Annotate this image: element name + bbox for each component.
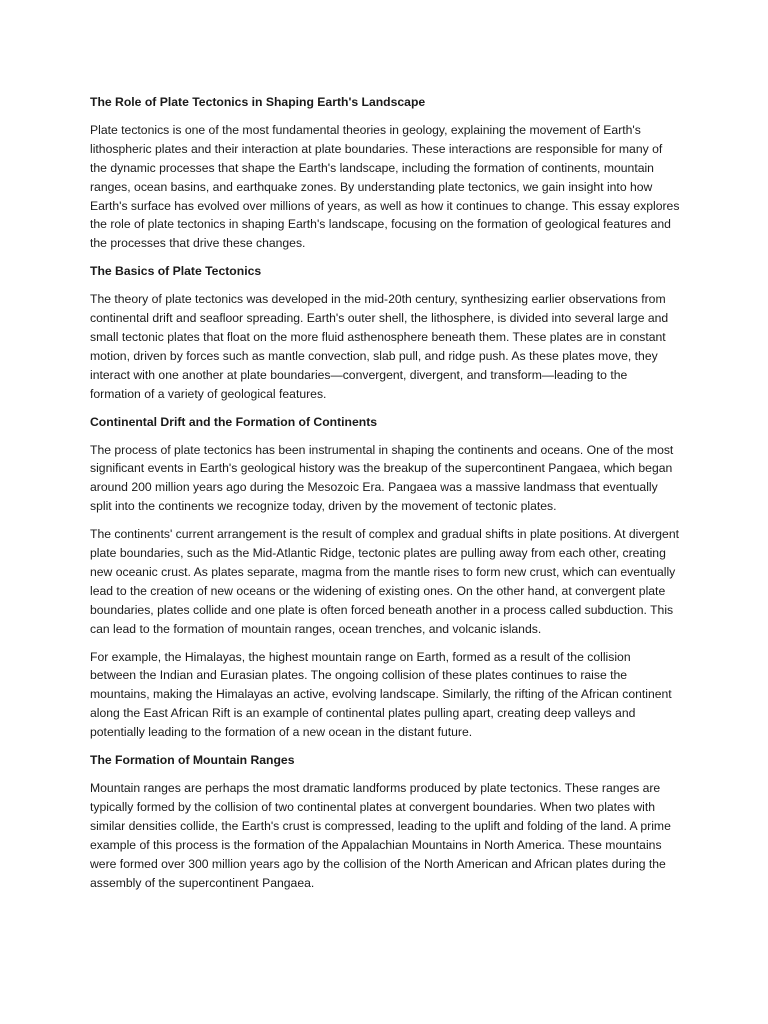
paragraph: Plate tectonics is one of the most fundamental theories in geology, explaining the movement of Earth's lithospheric plates and their interaction at plate boundaries. These interactions are responsible for many of the dynamic processes that shape the Earth's landscape, including the formation of continents, mountain ranges, ocean basins, and earthquake zones. By understanding plate tectonics, we gain insight into how Earth's surface has evolved over millions of years, as well as how it continues to change. This essay explores the role of plate tectonics in shaping Earth's landscape, focusing on the formation of geological features and the processes that drive these changes. (90, 122, 680, 251)
document-title: The Role of Plate Tectonics in Shaping Earth's Landscape (90, 95, 426, 109)
paragraph: The continents' current arrangement is the result of complex and gradual shifts in plate positions. At divergent plate boundaries, such as the Mid-Atlantic Ridge, tectonic plates are pulling away from each other, creating new oceanic crust. As plates separate, magma from the mantle rises to form new crust, which can eventually lead to the creation of new oceans or the widening of existing ones. On the other hand, at convergent plate boundaries, plates collide and one plate is often forced beneath another in a process called subduction. This can lead to the formation of mountain ranges, ocean trenches, and volcanic islands. (90, 527, 680, 636)
paragraph: Mountain ranges are perhaps the most dramatic landforms produced by plate tectonics. These ranges are typically formed by the collision of two continental plates at convergent boundaries. When two plates with similar densities collide, the Earth's crust is compressed, leading to the uplift and folding of the land. A prime example of this process is the formation of the Appalachian Mountains in North America. These mountains were formed over 300 million years ago by the collision of the North American and African plates during the assembly of the supercontinent Pangaea. (90, 781, 671, 890)
section-heading: The Basics of Plate Tectonics (90, 264, 262, 279)
paragraph: The theory of plate tectonics was developed in the mid-20th century, synthesizing earlier observations from continental drift and seafloor spreading. Earth's outer shell, the lithosphere, is divided into several large and small tectonic plates that float on the more fluid asthenosphere beneath them. These plates are in constant motion, driven by forces such as mantle convection, slab pull, and ridge push. As these plates move, they interact with one another at plate boundaries—convergent, divergent, and transform—leading to the formation of a variety of geological features. (90, 292, 669, 401)
section-heading: The Formation of Mountain Ranges (90, 753, 295, 768)
section-continental-drift (90, 413, 680, 743)
section-introduction (90, 121, 680, 253)
section-heading: Continental Drift and the Formation of Continents (90, 414, 378, 429)
paragraph: The process of plate tectonics has been instrumental in shaping the continents and oceans. One of the most significant events in Earth's geological history was the breakup of the supercontinent Pangaea, which began around 200 million years ago during the Mesozoic Era. Pangaea was a massive landmass that eventually split into the continents we recognize today, driven by the movement of tectonic plates. (90, 442, 674, 514)
document-page (90, 93, 680, 901)
section-mountain-ranges (90, 751, 680, 892)
section-basics (90, 262, 680, 403)
paragraph: For example, the Himalayas, the highest mountain range on Earth, formed as a result of the collision between the Indian and Eurasian plates. The ongoing collision of these plates continues to raise the mountains, making the Himalayas an active, evolving landscape. Similarly, the rifting of the African continent along the East African Rift is an example of continental plates pulling apart, creating deep valleys and potentially leading to the formation of a new ocean in the distant future. (90, 649, 672, 740)
